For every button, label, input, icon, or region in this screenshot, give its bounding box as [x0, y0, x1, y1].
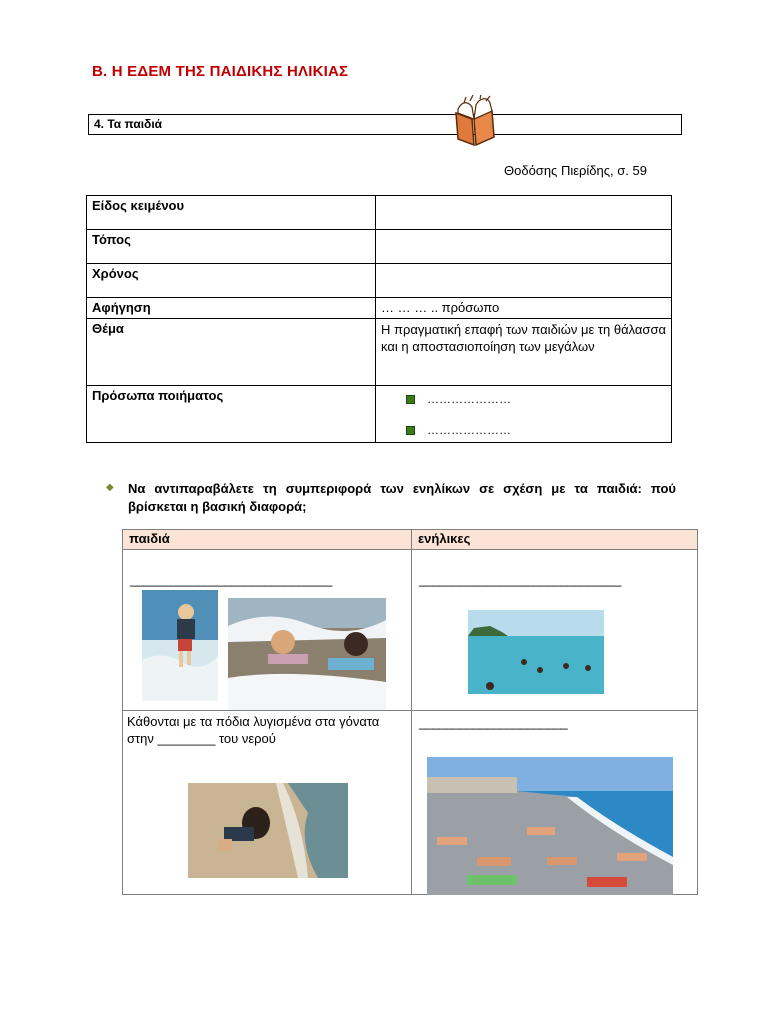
question-text: Να αντιπαραβάλετε τη συμπεριφορά των ενηλίκων σε σχέση με τα παιδιά: πού βρίσκεται η βασική διαφορά; [128, 481, 676, 514]
bullet-item[interactable]: ………………… [406, 423, 666, 437]
cell-adults-1 [412, 550, 698, 711]
header-adults: ενήλικες [412, 530, 698, 550]
page-title: Β. Η ΕΔΕΜ ΤΗΣ ΠΑΙΔΙΚΗΣ ΗΛΙΚΙΑΣ [92, 63, 349, 80]
cell-adults-2 [412, 711, 698, 895]
value-text-type[interactable] [376, 196, 672, 230]
label-narration: Αφήγηση [87, 298, 376, 319]
value-theme: Η πραγματική επαφή των παιδιών με τη θάλασσα και η αποστασιοποίηση των μεγάλων [376, 319, 672, 386]
answer-blank[interactable]: ______________________________ [130, 572, 332, 587]
value-persons [376, 386, 672, 443]
bullet-icon [406, 395, 415, 404]
diamond-bullet-icon: ◆ [106, 482, 114, 493]
children-description: Κάθονται με τα πόδια λυγισμένα στα γόνατα στην ________ του νερού [127, 714, 380, 746]
answer-blank[interactable]: ______________________ [419, 715, 568, 730]
header-children: παιδιά [123, 530, 412, 550]
label-persons: Πρόσωπα ποιήματος [87, 386, 376, 443]
adults-swimming-sea-photo [468, 610, 604, 694]
bullet-icon [406, 426, 415, 435]
child-running-beach-photo [142, 590, 218, 701]
bullet-item[interactable]: ………………… [406, 392, 666, 406]
label-place: Τόπος [87, 230, 376, 264]
children-lying-in-waves-photo [228, 598, 386, 710]
value-narration[interactable]: … … … .. πρόσωπο [376, 298, 672, 319]
open-book-icon [450, 95, 500, 147]
answer-blank[interactable]: ______________________________ [419, 572, 621, 587]
label-time: Χρόνος [87, 264, 376, 298]
crowded-beach-sunbathers-photo [427, 757, 673, 895]
value-place[interactable] [376, 230, 672, 264]
comparison-table [122, 529, 698, 895]
label-text-type: Είδος κειμένου [87, 196, 376, 230]
text-info-table [86, 195, 672, 443]
child-kneeling-shore-photo [188, 783, 348, 878]
lesson-box [88, 114, 682, 135]
label-theme: Θέμα [87, 319, 376, 386]
value-time[interactable] [376, 264, 672, 298]
author-reference: Θοδόσης Πιερίδης, σ. 59 [504, 163, 647, 178]
cell-children-2 [123, 711, 412, 895]
cell-children-1 [123, 550, 412, 711]
lesson-title: 4. Τα παιδιά [94, 117, 163, 131]
